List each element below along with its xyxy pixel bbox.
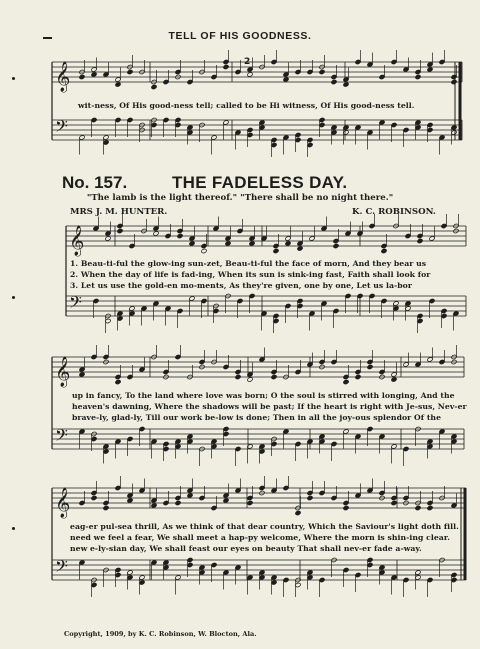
verse-line-2: 2. When the day of life is fad-ing, When its sun is sink-ing fast, Faith shall look for [70, 270, 431, 279]
binding-hole-mark [12, 527, 15, 530]
note-head [177, 233, 183, 238]
note-head [391, 377, 397, 382]
note-head [319, 69, 325, 74]
note-head [307, 495, 313, 500]
note-head [151, 84, 157, 89]
note-head [127, 498, 133, 503]
treble-clef-icon: 𝄞 [55, 357, 71, 387]
bass-clef-icon: 𝄢 [69, 292, 82, 316]
note-head [333, 243, 339, 248]
note-head [247, 377, 253, 382]
note-head [331, 79, 337, 84]
note-head [201, 248, 207, 253]
treble-clef-icon: 𝄞 [69, 226, 85, 256]
verse-line-3: 3. Let us use the gold-en mo-ments, As they're given, one by one, Let us la-bor [70, 281, 412, 290]
note-head [127, 69, 133, 74]
note-head [367, 364, 373, 369]
note-head [355, 374, 361, 379]
hymn-composer: K. C. ROBINSON. [352, 207, 436, 217]
note-head [247, 500, 253, 505]
bass-clef-icon: 𝄢 [55, 116, 68, 140]
note-head [103, 505, 109, 510]
note-head [247, 72, 253, 77]
note-head [391, 500, 397, 505]
note-head [271, 374, 277, 379]
verse-line-3: brave-ly, glad-ly, Till our work be-low is done; Then in all the joy-ous splendor Of the [72, 413, 442, 422]
page-top-marker: 2 [244, 57, 251, 67]
note-head [235, 374, 241, 379]
note-head [381, 248, 387, 253]
note-head [115, 379, 121, 384]
hymn-number: No. 157. [62, 173, 128, 192]
note-head [415, 505, 421, 510]
note-head [451, 79, 457, 84]
note-head [223, 64, 229, 69]
note-head [295, 510, 301, 515]
treble-clef-icon: 𝄞 [55, 62, 71, 92]
verse-line-2: heaven's dawning, Where the shadows will be past; If the heart is right with Je-sus, Nev-er [72, 402, 467, 411]
running-head: TELL OF HIS GOODNESS. [168, 30, 312, 42]
bass-clef-icon: 𝄢 [55, 556, 68, 580]
note-head [79, 372, 85, 377]
note-head [297, 246, 303, 251]
note-head [417, 238, 423, 243]
note-head [175, 500, 181, 505]
top-lyric-line: wit-ness, Of His good-ness tell; called to be Hi witness, Of His good-ness tell. [78, 101, 415, 110]
verse-line-1: up in fancy, To the land where love was born; O the soul is stirred with longing, And the [72, 391, 455, 400]
note-head [415, 74, 421, 79]
note-head [91, 72, 97, 77]
note-head [223, 498, 229, 503]
hymn-author: MRS J. M. HUNTER. [70, 207, 168, 217]
note-head [105, 236, 111, 241]
hymn-title: THE FADELESS DAY. [172, 173, 348, 192]
note-head [189, 241, 195, 246]
verse-line-3: new e-ly-sian day, We shall feast our eyes on beauty That shall nev-er fade a-way. [70, 544, 422, 553]
note-head [343, 82, 349, 87]
note-head [79, 74, 85, 79]
note-head [283, 77, 289, 82]
note-head [117, 228, 123, 233]
note-head [343, 379, 349, 384]
verse-line-2: need we feel a fear, We shall meet a hap-py welcome, Where the morn is shin-ing clear. [70, 533, 450, 542]
note-head [427, 67, 433, 72]
note-head [285, 241, 291, 246]
verse-line-1: 1. Beau-ti-ful the glow-ing sun-zet, Beau-ti-ful the face of morn, And they bear us [70, 259, 427, 268]
note-head [91, 495, 97, 500]
note-head [187, 493, 193, 498]
note-head [153, 231, 159, 236]
treble-clef-icon: 𝄞 [55, 488, 71, 518]
note-head [249, 241, 255, 246]
copyright-notice: Copyright, 1909, by K. C. Robinson, W. Blocton, Ala. [64, 630, 257, 638]
hymn-epigraph: "The lamb is the light thereof." "There shall be no night there." [86, 193, 394, 203]
binding-hole-mark [12, 77, 15, 80]
verse-line-1: eag-er pul-sea thrill, As we think of that dear country, Which the Saviour's light doth fill. [70, 522, 459, 531]
note-head [151, 503, 157, 508]
bass-clef-icon: 𝄢 [55, 425, 68, 449]
binding-hole-mark [12, 296, 15, 299]
note-head [273, 248, 279, 253]
note-head [343, 505, 349, 510]
note-head [427, 505, 433, 510]
note-head [225, 241, 231, 246]
note-head [115, 82, 121, 87]
